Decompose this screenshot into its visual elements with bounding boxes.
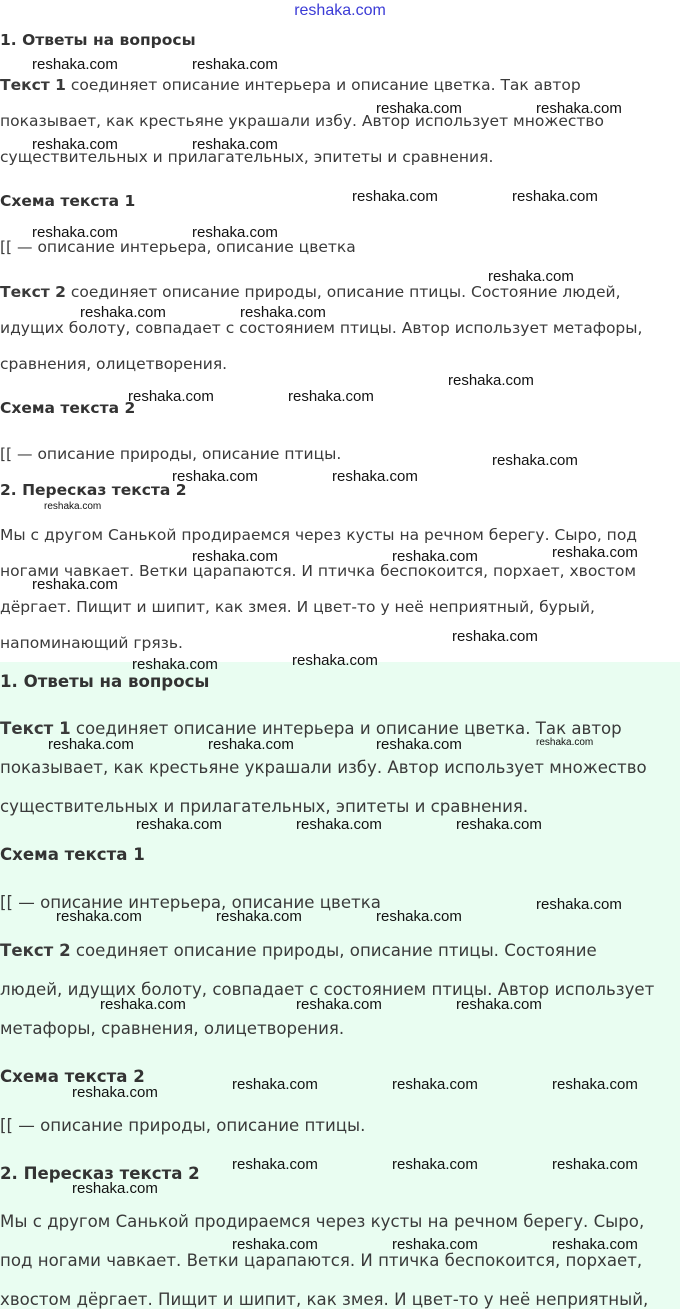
watermark: reshaka.com (552, 1076, 638, 1093)
watermark: reshaka.com (536, 737, 594, 748)
watermark: reshaka.com (512, 188, 598, 205)
watermark: reshaka.com (100, 996, 186, 1013)
retell-line-3: хвостом дёргает. Пищит и шипит, как змея. И цвет-то у неё неприятный, (0, 1290, 649, 1309)
retell-line-2: ногами чавкает. Ветки царапаются. И птичка беспокоится, порхает, хвостом (0, 562, 637, 580)
watermark: reshaka.com (552, 1156, 638, 1173)
scheme1-heading: Схема текста 1 (0, 845, 145, 864)
text2-line-3: метафоры, сравнения, олицетворения. (0, 1019, 345, 1038)
watermark: reshaka.com (392, 1076, 478, 1093)
text2-line-1: соединяет описание природы, описание птицы. Состояние (70, 941, 597, 960)
watermark: reshaka.com (132, 656, 218, 673)
watermark: reshaka.com (192, 224, 278, 241)
text2-line-2: людей, идущих болоту, совпадает с состоянием птицы. Автор использует (0, 980, 655, 999)
watermark: reshaka.com (492, 452, 578, 469)
watermark: reshaka.com (208, 736, 294, 753)
watermark: reshaka.com (48, 736, 134, 753)
text2-label: Текст 2 (0, 283, 66, 301)
watermark: reshaka.com (72, 1180, 158, 1197)
watermark: reshaka.com (32, 576, 118, 593)
watermark: reshaka.com (80, 304, 166, 321)
watermark: reshaka.com (172, 468, 258, 485)
watermark: reshaka.com (192, 56, 278, 73)
watermark: reshaka.com (392, 1236, 478, 1253)
watermark: reshaka.com (488, 268, 574, 285)
watermark: reshaka.com (392, 1156, 478, 1173)
watermark: reshaka.com (296, 816, 382, 833)
scheme2-heading: Схема текста 2 (0, 399, 136, 417)
watermark: reshaka.com (456, 816, 542, 833)
text1-line-1: соединяет описание интерьера и описание цветка. Так автор (65, 76, 581, 94)
answer-section-mint (0, 662, 680, 1309)
scheme2-heading: Схема текста 2 (0, 1067, 145, 1086)
text1-label: Текст 1 (0, 76, 66, 94)
text2-line-3: сравнения, олицетворения. (0, 355, 228, 373)
watermark: reshaka.com (128, 388, 214, 405)
watermark: reshaka.com (376, 908, 462, 925)
watermark: reshaka.com (536, 100, 622, 117)
retell-line-1: Мы с другом Санькой продираемся через кусты на речном берегу. Сыро, (0, 1212, 645, 1231)
scheme2-body: [[ — описание природы, описание птицы. (0, 1116, 366, 1135)
text1-label: Текст 1 (0, 719, 71, 738)
watermark: reshaka.com (292, 652, 378, 669)
watermark: reshaka.com (32, 224, 118, 241)
watermark: reshaka.com (552, 544, 638, 561)
watermark: reshaka.com (448, 372, 534, 389)
scheme1-heading: Схема текста 1 (0, 192, 136, 210)
heading-retelling: 2. Пересказ текста 2 (0, 481, 187, 499)
watermark: reshaka.com (452, 628, 538, 645)
site-header-link[interactable]: reshaka.com (294, 2, 386, 19)
text1-line-3: существительных и прилагательных, эпитеты и сравнения. (0, 148, 494, 166)
text1-line-3: существительных и прилагательных, эпитеты и сравнения. (0, 797, 529, 816)
text1-line-2: показывает, как крестьяне украшали избу. Автор использует множество (0, 112, 605, 130)
watermark: reshaka.com (332, 468, 418, 485)
watermark: reshaka.com (296, 996, 382, 1013)
watermark: reshaka.com (232, 1156, 318, 1173)
retell-line-3: дёргает. Пищит и шипит, как змея. И цвет-то у неё неприятный, бурый, (0, 598, 595, 616)
text2-paragraph-line (0, 941, 597, 960)
text2-paragraph-line (0, 283, 621, 301)
watermark: reshaka.com (376, 736, 462, 753)
watermark: reshaka.com (32, 56, 118, 73)
watermark: reshaka.com (44, 501, 102, 512)
watermark: reshaka.com (392, 548, 478, 565)
watermark: reshaka.com (232, 1236, 318, 1253)
watermark: reshaka.com (240, 304, 326, 321)
scheme1-body: [[ — описание интерьера, описание цветка (0, 893, 381, 912)
scheme2-body: [[ — описание природы, описание птицы. (0, 445, 342, 463)
text2-line-1: соединяет описание природы, описание птицы. Состояние людей, (65, 283, 621, 301)
watermark: reshaka.com (288, 388, 374, 405)
heading-retelling: 2. Пересказ текста 2 (0, 1164, 200, 1183)
watermark: reshaka.com (552, 1236, 638, 1253)
heading-answers: 1. Ответы на вопросы (0, 31, 196, 49)
text2-line-2: идущих болоту, совпадает с состоянием птицы. Автор использует метафоры, (0, 319, 643, 337)
watermark: reshaka.com (136, 816, 222, 833)
text1-line-2: показывает, как крестьяне украшали избу. Автор использует множество (0, 758, 647, 777)
watermark: reshaka.com (56, 908, 142, 925)
retell-line-4: напоминающий грязь. (0, 634, 183, 652)
watermark: reshaka.com (352, 188, 438, 205)
watermark: reshaka.com (32, 136, 118, 153)
watermark: reshaka.com (192, 136, 278, 153)
text2-label: Текст 2 (0, 941, 71, 960)
text1-line-1: соединяет описание интерьера и описание цветка. Так автор (70, 719, 622, 738)
watermark: reshaka.com (232, 1076, 318, 1093)
watermark: reshaka.com (376, 100, 462, 117)
retell-line-2: под ногами чавкает. Ветки царапаются. И птичка беспокоится, порхает, (0, 1251, 643, 1270)
watermark: reshaka.com (72, 1084, 158, 1101)
watermark: reshaka.com (192, 548, 278, 565)
watermark: reshaka.com (456, 996, 542, 1013)
scheme1-body: [[ — описание интерьера, описание цветка (0, 238, 356, 256)
watermark: reshaka.com (536, 896, 622, 913)
heading-answers: 1. Ответы на вопросы (0, 672, 210, 691)
text1-paragraph-line (0, 76, 581, 94)
watermark: reshaka.com (216, 908, 302, 925)
retell-line-1: Мы с другом Санькой продираемся через кусты на речном берегу. Сыро, под (0, 526, 638, 544)
